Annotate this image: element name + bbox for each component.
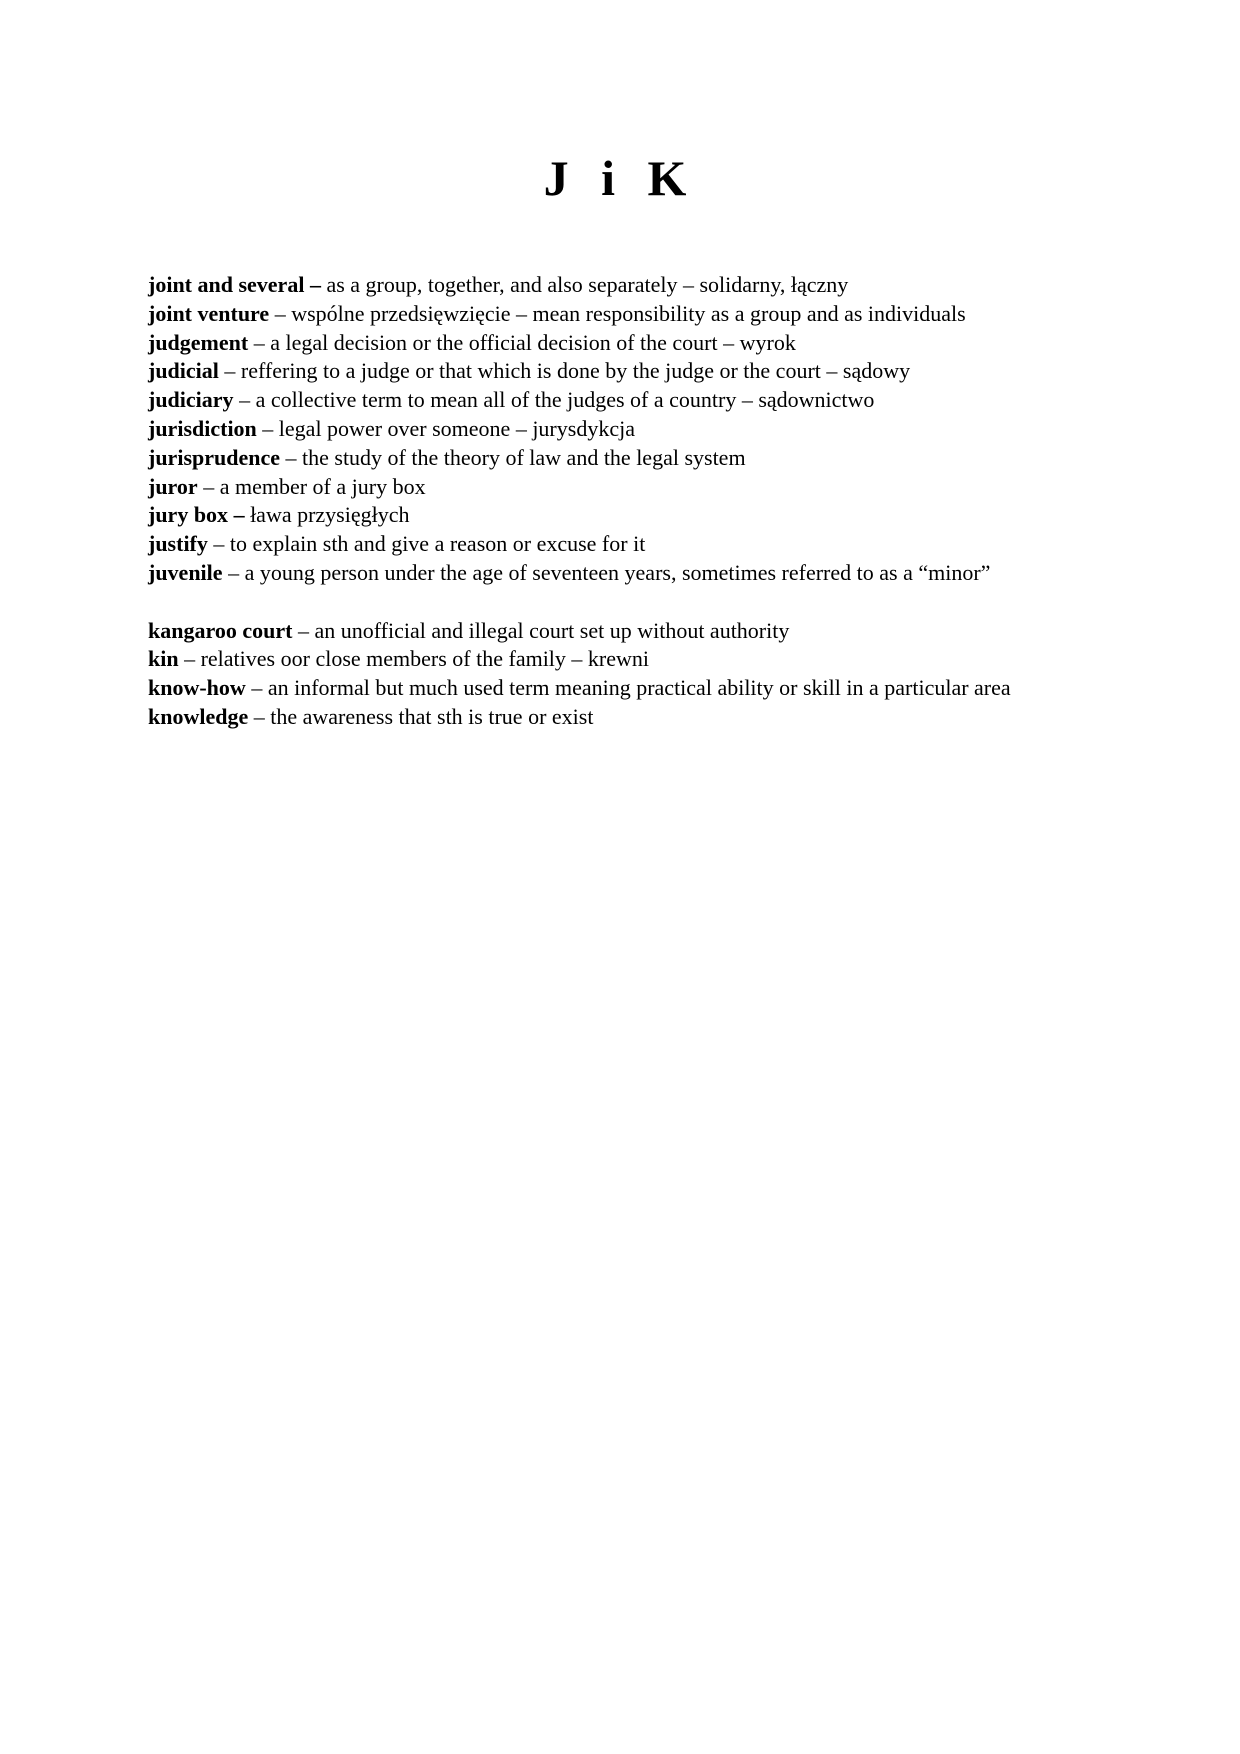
- entry-term: knowledge: [148, 703, 249, 729]
- entry-definition: a member of a jury box: [219, 473, 426, 499]
- glossary-entry: [148, 501, 1088, 530]
- glossary-entry: [148, 444, 1088, 473]
- entry-separator: –: [292, 617, 315, 643]
- glossary-entry: [148, 357, 1088, 386]
- entry-definition: to explain sth and give a reason or excuse for it: [229, 531, 646, 557]
- entry-separator: –: [228, 502, 251, 528]
- entry-definition: ława przysięgłych: [250, 502, 410, 528]
- entry-definition: an informal but much used term meaning practical ability or skill in a particular area: [267, 675, 1011, 701]
- entry-separator: –: [280, 444, 302, 470]
- glossary-entry: [148, 473, 1088, 502]
- glossary-entry: [148, 386, 1088, 415]
- entry-definition: reffering to a judge or that which is done by the judge or the court – sądowy: [240, 358, 911, 384]
- entry-term: judiciary: [148, 387, 234, 413]
- glossary-section: [148, 617, 1088, 732]
- entry-separator: –: [245, 675, 268, 701]
- entry-separator: –: [269, 300, 292, 326]
- entry-term: judgement: [148, 329, 249, 355]
- entry-term: juror: [148, 473, 198, 499]
- entry-term: joint venture: [148, 300, 270, 326]
- entry-term: jurisprudence: [148, 444, 280, 470]
- page-title: J i K: [543, 150, 697, 206]
- entry-term: judicial: [148, 358, 219, 384]
- entry-separator: –: [233, 387, 256, 413]
- entry-separator: –: [222, 559, 245, 585]
- entry-definition: a young person under the age of seventeen years, sometimes referred to as a “minor”: [244, 559, 991, 585]
- entry-term: justify: [148, 531, 208, 557]
- glossary-entry: [148, 300, 1088, 329]
- entry-separator: –: [256, 415, 279, 441]
- section-gap: [148, 588, 1088, 617]
- entry-term: know-how: [148, 675, 246, 701]
- glossary-entry: [148, 674, 1088, 703]
- entry-definition: relatives oor close members of the family – krewni: [200, 646, 650, 672]
- glossary: [148, 271, 1088, 732]
- entry-definition: legal power over someone – jurysdykcja: [278, 415, 635, 441]
- glossary-entry: [148, 559, 1088, 588]
- entry-definition: an unofficial and illegal court set up without authority: [314, 617, 790, 643]
- glossary-section: [148, 271, 1088, 588]
- glossary-entry: [148, 645, 1088, 674]
- glossary-entry: [148, 703, 1088, 732]
- entry-term: joint and several: [148, 272, 305, 297]
- entry-separator: –: [197, 473, 220, 499]
- entry-definition: a collective term to mean all of the judges of a country – sądownictwo: [255, 387, 875, 413]
- glossary-entry: [148, 271, 1088, 300]
- entry-term: jury box: [148, 502, 229, 528]
- entry-definition: as a group, together, and also separately – solidarny, łączny: [326, 272, 849, 297]
- entry-separator: –: [248, 703, 271, 729]
- entry-separator: –: [248, 329, 271, 355]
- entry-definition: the study of the theory of law and the legal system: [302, 444, 746, 470]
- entry-separator: –: [304, 272, 327, 297]
- entry-separator: –: [207, 531, 230, 557]
- entry-definition: wspólne przedsięwzięcie – mean responsibility as a group and as individuals: [291, 300, 966, 326]
- entry-term: kangaroo court: [148, 617, 293, 643]
- entry-separator: –: [178, 646, 201, 672]
- entry-term: juvenile: [148, 559, 223, 585]
- glossary-entry: [148, 617, 1088, 646]
- entry-term: kin: [148, 646, 179, 672]
- glossary-entry: [148, 530, 1088, 559]
- entry-term: jurisdiction: [148, 415, 257, 441]
- glossary-entry: [148, 415, 1088, 444]
- entry-definition: the awareness that sth is true or exist: [270, 703, 594, 729]
- entry-separator: –: [218, 358, 241, 384]
- entry-definition: a legal decision or the official decision of the court – wyrok: [270, 329, 796, 355]
- glossary-entry: [148, 329, 1088, 358]
